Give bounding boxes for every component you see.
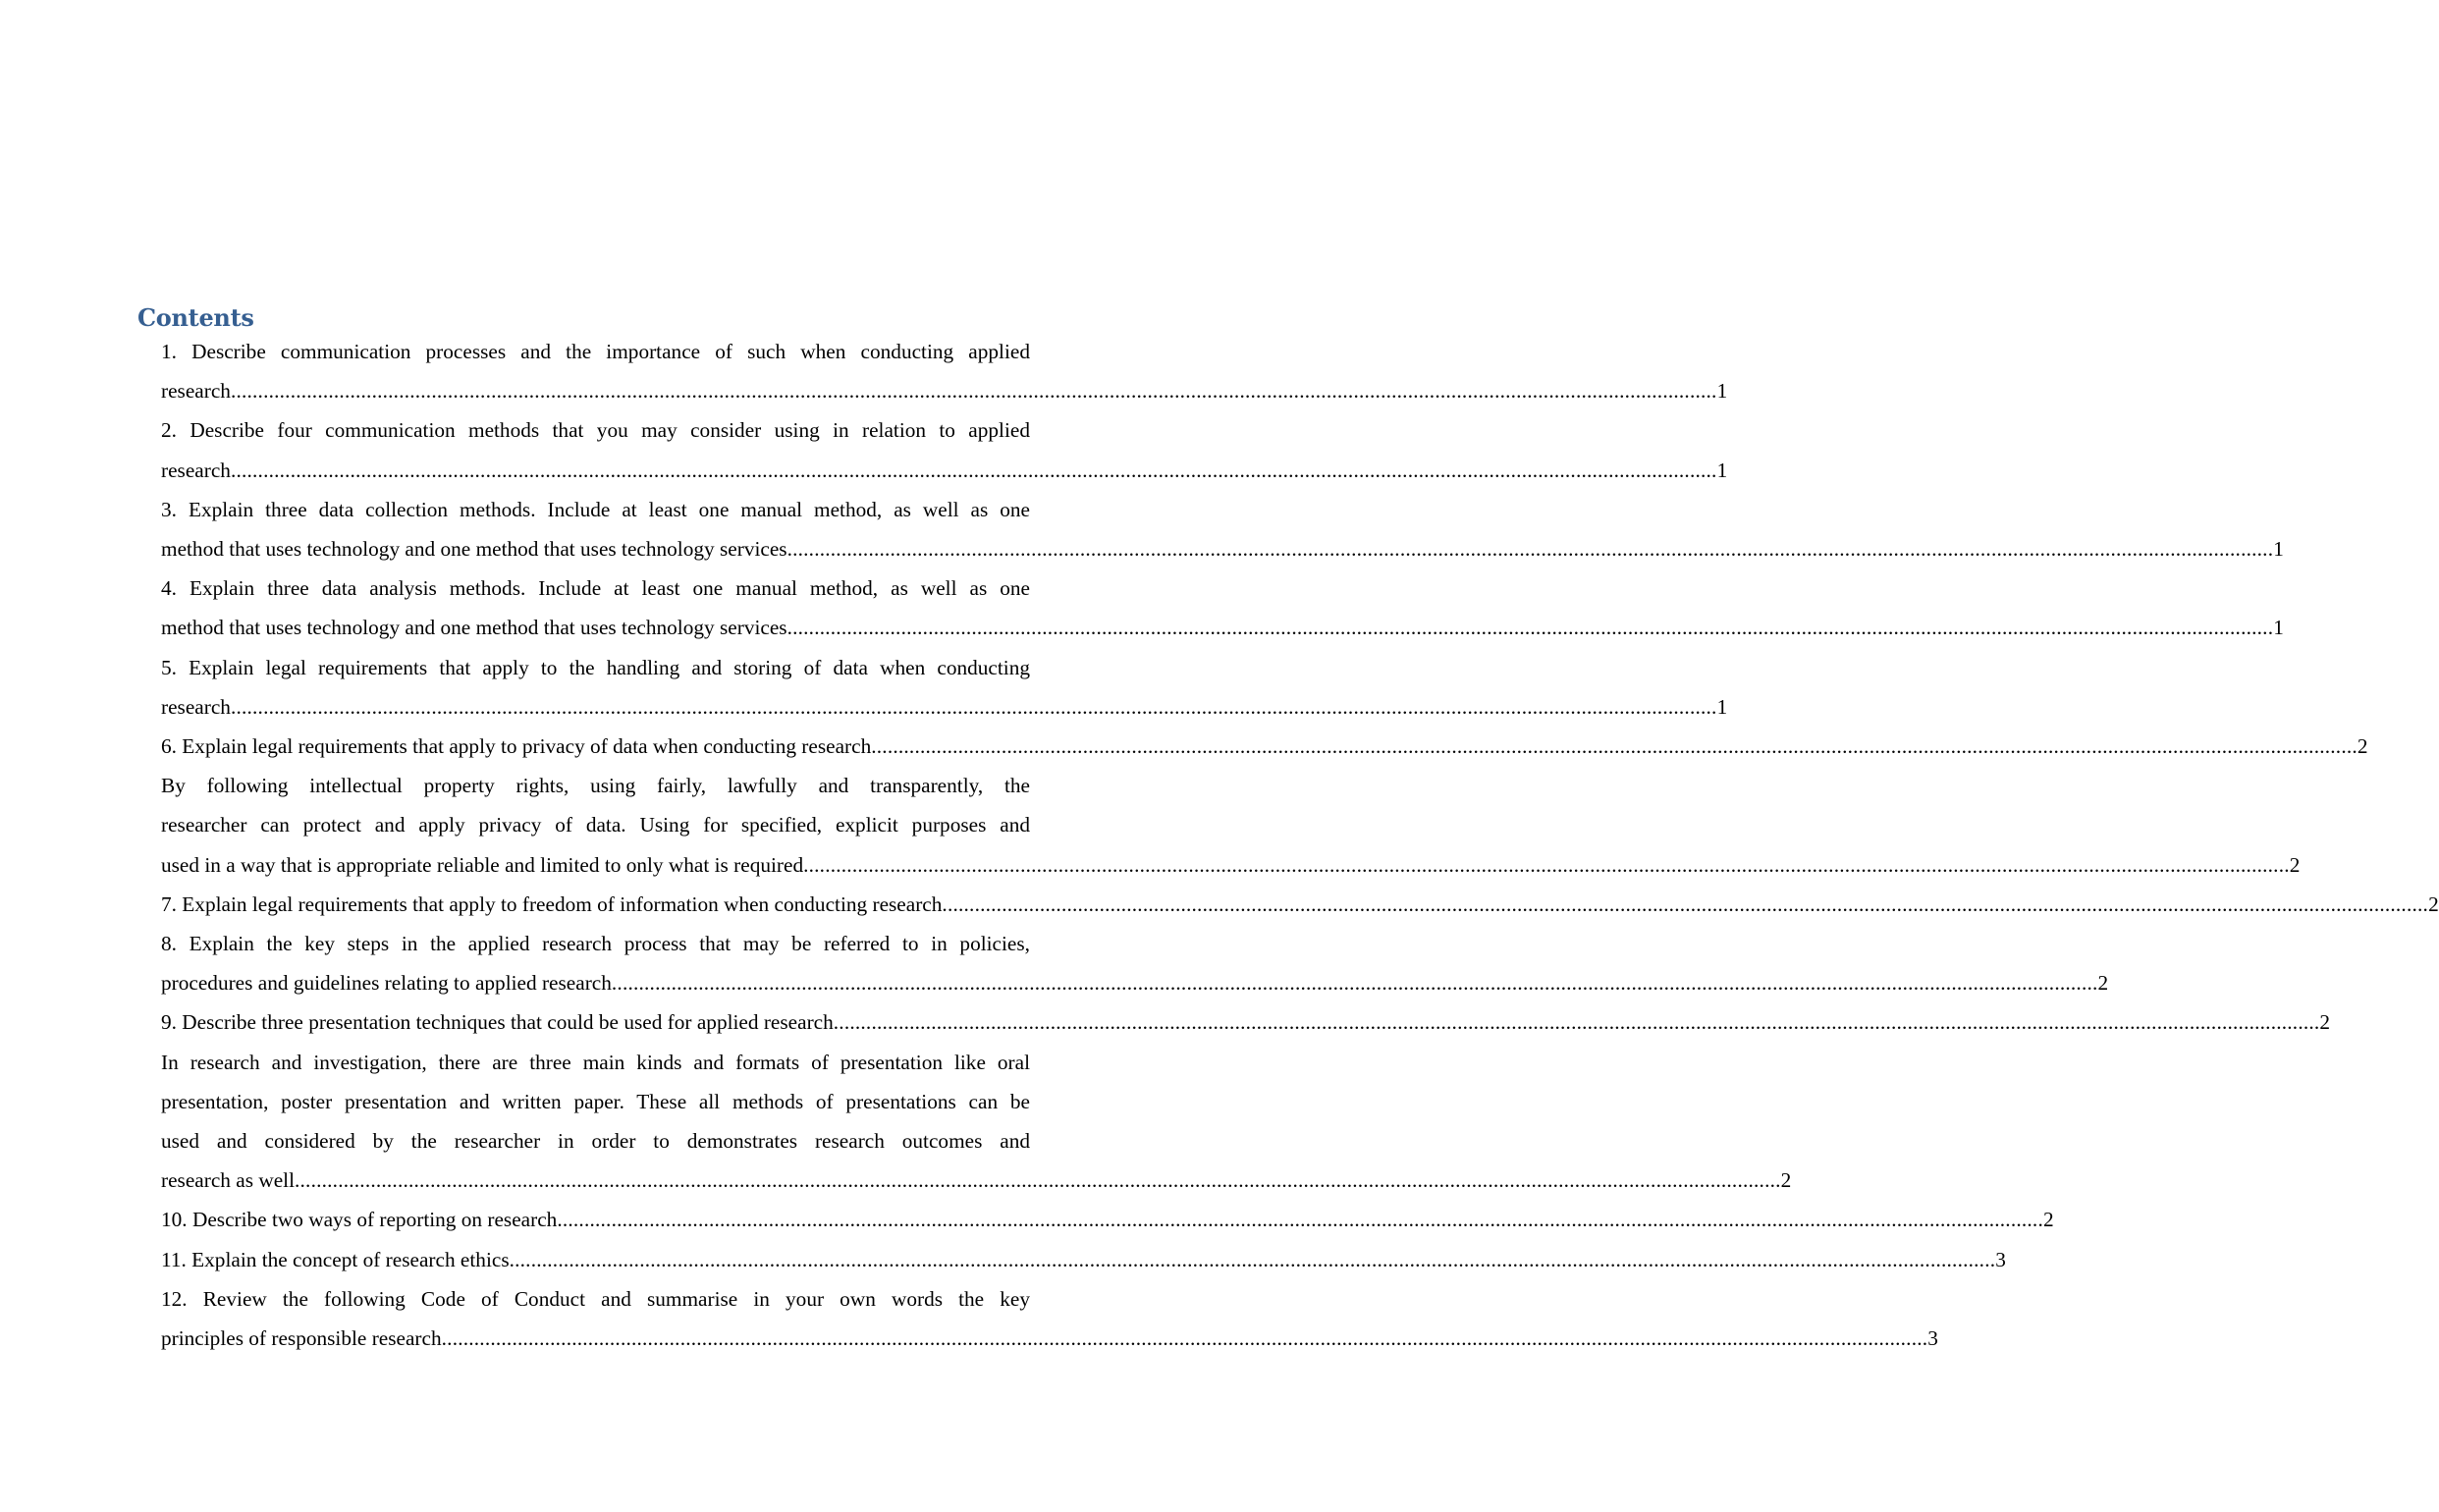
toc-entry-leader-line [161,1240,2006,1279]
toc-entry-line: 5. Explain legal requirements that apply to the handling and storing of data when conducting [161,655,1030,679]
toc-entry[interactable] [161,1043,1792,1201]
toc-entry-line: researcher can protect and apply privacy of data. Using for specified, explicit purposes and [161,813,1030,837]
dot-leader: .................................................................................................................................................................................................................................................................................. [509,1247,1996,1271]
toc-entry-title: 9. Describe three presentation techniques that could be used for applied research [161,1010,834,1035]
toc-entry-leader-line [161,451,1728,490]
toc-page-number: 1 [1716,458,1728,482]
toc-entry[interactable] [161,1200,2054,1239]
toc-entry[interactable] [161,410,1728,489]
toc-page-number: 1 [2273,537,2284,562]
toc-entry[interactable] [161,490,2284,568]
contents-heading: Contents [137,303,254,332]
toc-page-number: 3 [1995,1247,2006,1271]
toc-entry-line: presentation, poster presentation and written paper. These all methods of presentations can be [161,1089,1030,1113]
toc-entry-line: In research and investigation, there are three main kinds and formats of presentation like oral [161,1050,1030,1074]
dot-leader: .................................................................................................................................................................................................................................................................................. [295,1168,1781,1193]
toc-entry-line: 12. Review the following Code of Conduct and summarise in your own words the key [161,1286,1030,1311]
toc-page-number: 2 [2357,734,2368,759]
toc-entry-title: 7. Explain legal requirements that apply to freedom of information when conducting research [161,891,943,916]
toc-page-number: 2 [2097,971,2109,996]
dot-leader: .................................................................................................................................................................................................................................................................................. [786,537,2274,562]
toc-entry-title: research [161,694,231,719]
toc-entry-leader-line [161,371,1728,410]
dot-leader: .................................................................................................................................................................................................................................................................................. [942,891,2429,916]
toc-entry-leader-line [161,1002,2331,1042]
toc-entry-leader-line [161,1319,1938,1358]
toc-entry-title: method that uses technology and one method that uses technology services [161,537,787,562]
toc-entry[interactable] [161,885,2439,924]
toc-entry-leader-line [161,1200,2054,1239]
dot-leader: .................................................................................................................................................................................................................................................................................. [230,694,1717,719]
toc-entry[interactable] [161,568,2284,647]
toc-entry-leader-line [161,529,2284,568]
toc-entry[interactable] [161,1002,2331,1042]
toc-entry-title: 10. Describe two ways of reporting on research [161,1208,558,1232]
toc-entry-leader-line [161,963,2109,1002]
dot-leader: .................................................................................................................................................................................................................................................................................. [611,971,2098,996]
toc-entry-leader-line [161,727,2368,766]
toc-entry-leader-line [161,687,1728,727]
toc-page-number: 1 [1716,379,1728,404]
toc-entry-line: 1. Describe communication processes and the importance of such when conducting applied [161,340,1030,363]
toc-entry-title: procedures and guidelines relating to applied research [161,971,612,996]
toc-entry-line: used and considered by the researcher in order to demonstrates research outcomes and [161,1129,1030,1154]
toc-entry-title: 6. Explain legal requirements that apply to privacy of data when conducting research [161,734,872,759]
toc-page-number: 2 [2428,891,2439,916]
toc-entry-title: used in a way that is appropriate reliable and limited to only what is required [161,852,804,877]
toc-entry-leader-line [161,885,2439,924]
toc-entry-title: research [161,379,231,404]
toc-entry[interactable] [161,648,1728,727]
toc-page-number: 1 [1716,694,1728,719]
toc-entry[interactable] [161,332,1728,410]
dot-leader: .................................................................................................................................................................................................................................................................................. [803,852,2290,877]
toc-entry-title: research as well [161,1168,295,1193]
toc-page-number: 2 [1780,1168,1792,1193]
table-of-contents [161,332,2439,1358]
toc-entry-line: By following intellectual property rights, using fairly, lawfully and transparently, the [161,774,1030,798]
toc-entry[interactable] [161,1279,1938,1358]
toc-entry-title: principles of responsible research [161,1326,442,1351]
toc-entry-leader-line [161,845,2301,885]
toc-entry[interactable] [161,1240,2006,1279]
toc-entry-title: 11. Explain the concept of research ethics [161,1247,510,1271]
dot-leader: .................................................................................................................................................................................................................................................................................. [557,1208,2043,1232]
dot-leader: .................................................................................................................................................................................................................................................................................. [230,379,1717,404]
dot-leader: .................................................................................................................................................................................................................................................................................. [871,734,2358,759]
toc-entry-line: 2. Describe four communication methods that you may consider using in relation to applied [161,418,1030,443]
toc-page-number: 2 [2289,852,2301,877]
toc-entry-title: method that uses technology and one method that uses technology services [161,616,787,640]
toc-entry[interactable] [161,766,2301,885]
dot-leader: .................................................................................................................................................................................................................................................................................. [833,1010,2320,1035]
dot-leader: .................................................................................................................................................................................................................................................................................. [786,616,2274,640]
toc-entry-title: research [161,458,231,482]
toc-entry[interactable] [161,924,2109,1002]
dot-leader: .................................................................................................................................................................................................................................................................................. [441,1326,1928,1351]
dot-leader: .................................................................................................................................................................................................................................................................................. [230,458,1717,482]
toc-entry-line: 4. Explain three data analysis methods. Include at least one manual method, as well as one [161,576,1030,601]
toc-entry[interactable] [161,727,2368,766]
toc-entry-line: 3. Explain three data collection methods. Include at least one manual method, as well as one [161,497,1030,521]
toc-page-number: 2 [2319,1010,2331,1035]
toc-entry-line: 8. Explain the key steps in the applied research process that may be referred to in policies, [161,932,1030,956]
toc-page-number: 2 [2042,1208,2054,1232]
toc-entry-leader-line [161,1161,1792,1200]
toc-page-number: 3 [1927,1326,1938,1351]
toc-page-number: 1 [2273,616,2284,640]
toc-entry-leader-line [161,608,2284,647]
